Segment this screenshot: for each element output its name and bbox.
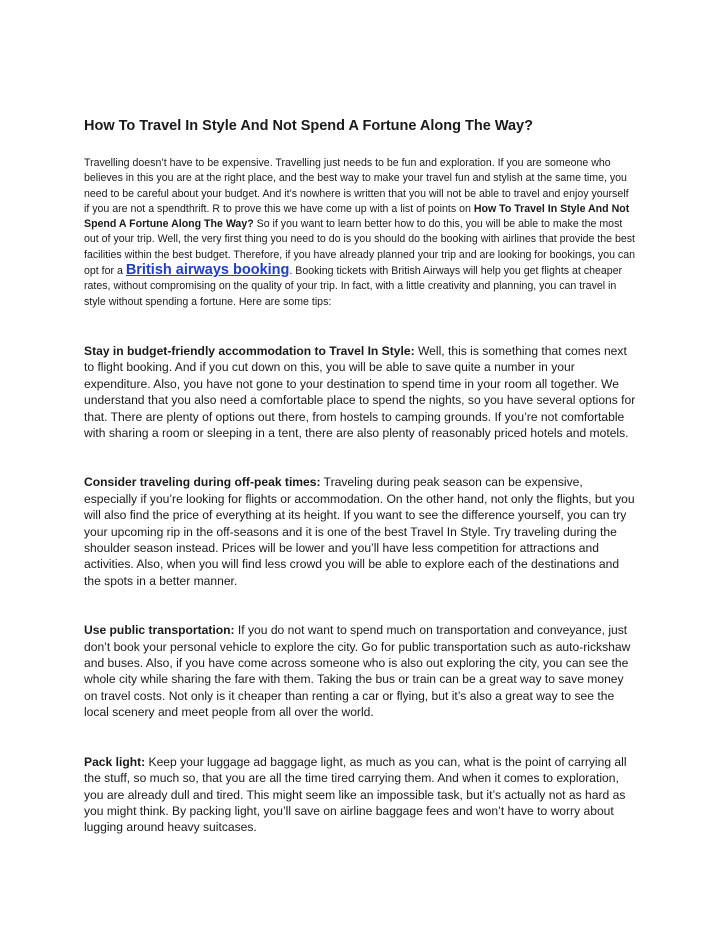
intro-bold-text: How To Travel In Style And Not Spend A Fortune Along The Way?: [84, 202, 630, 231]
section-pack-light: [84, 754, 636, 836]
section-heading: Pack light:: [84, 754, 146, 769]
section-heading: Use public transportation:: [84, 623, 235, 638]
section-heading: Stay in budget-friendly accommodation to Travel In Style:: [84, 343, 415, 358]
section-body: Well, this is something that comes next to flight booking. And if you cut down on this, you will be able to save quite a number in your expenditure. Also, you have not gone to your destination to spend time in your room all together. We understand that you also need a comfortable place to spend the nights, so you have several options for that. There are plenty of options out there, from hostels to camping grounds. If you’re not comfortable with sharing a room or sleeping in a tent, there are also plenty of reasonably priced hotels and motels.: [84, 343, 636, 440]
section-public-transport: [84, 622, 636, 720]
section-body: Keep your luggage ad baggage light, as much as you can, what is the point of carrying all the stuff, so much so, that you are all the time tired carrying them. And when it comes to exploration, you are already dull and tired. This might seem like an impossible task, but it’s actually not as hard as you might think. By packing light, you’ll save on airline baggage fees and won’t have to worry about lugging around heavy suitcases.: [84, 754, 627, 835]
british-airways-booking-link[interactable]: British airways booking: [125, 262, 290, 279]
intro-text-1: Travelling doesn’t have to be expensive. Travelling just needs to be fun and exploration. If you are someone who believes in this you are at the right place, and the best way to make your travel fun and stylish at the same time, you need to be careful about your budget. And it’s nowhere is written that you will not be able to travel and enjoy yourself if you are not a spendthrift. R to prove this we have come up with a list of points on: [84, 157, 629, 215]
intro-text-3: . Booking tickets with British Airways will help you get flights at cheaper rates, without compromising on the quality of your trip. In fact, with a little creativity and planning, you can travel in style without spending a fortune. Here are some tips:: [84, 265, 623, 308]
section-accommodation: [84, 343, 636, 441]
section-heading: Consider traveling during off-peak times:: [84, 475, 321, 490]
article-title: How To Travel In Style And Not Spend A Fortune Along The Way?: [84, 118, 533, 134]
section-body: Traveling during peak season can be expensive, especially if you’re looking for flights or accommodation. On the other hand, not only the flights, but you will also find the price of everything at its height. If you want to see the difference yourself, you can try your upcoming rip in the off-seasons and it is one of the best Travel In Style. Try traveling during the shoulder season instead. Prices will be lower and you’ll have less competition for attractions and activities. Also, when you will find less crowd you will be able to explore each of the destinations and the spots in a better manner.: [84, 475, 635, 588]
intro-text-2: So if you want to learn better how to do this, you will be able to make the most out of your trip. Well, the very first thing you need to do is you should do the booking with airlines that provide the best facilities within the best budget. Therefore, if you have already planned your trip and are looking for bookings, you can opt for a: [84, 218, 636, 278]
document-page: [84, 116, 636, 869]
section-body: If you do not want to spend much on transportation and conveyance, just don’t book your personal vehicle to explore the city. Go for public transportation such as auto-rickshaw and buses. Also, if you have come across someone who is also out exploring the city, you can see the whole city while sharing the fare with them. Taking the bus or train can be a great way to save money on travel costs. Not only is it cheaper than renting a car or flying, but it’s also a great way to see the local scenery and meet people from all over the world.: [84, 623, 631, 720]
section-off-peak: [84, 474, 636, 589]
intro-paragraph: [84, 156, 636, 310]
